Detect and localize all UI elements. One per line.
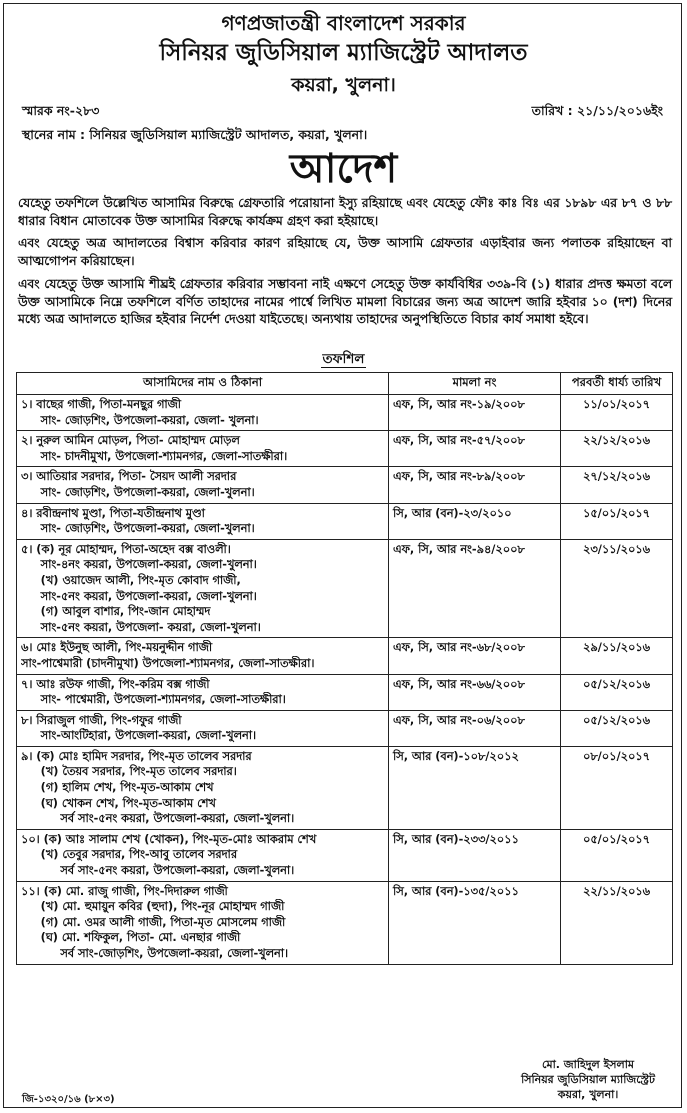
table-row: [17, 431, 673, 467]
accused-line: ৮। সিরাজুল গাজী, পিং-গফুর গাজী: [21, 713, 182, 727]
accused-line: সর্ব সাং-জোড়শিং, উপজেলা-কয়রা, জেলা-খুলনা।: [21, 947, 289, 960]
accused-line: সাং- জোড়শিং, উপজেলা-কয়রা, জেলা-খুলনা।: [21, 522, 255, 536]
accused-cell: [17, 467, 389, 503]
column-header-next-date: পরবর্তী ধার্য্য তারিখ: [561, 373, 673, 395]
accused-line: (খ) তেবুর সরদার, পিং-আবু তালেব সরদার: [21, 848, 238, 862]
column-header-accused: আসামিদের নাম ও ঠিকানা: [17, 373, 389, 395]
accused-line: ৫। (ক) নূর মোহাম্মদ, পিতা-অহেদ বক্স বাওলী।: [21, 542, 231, 556]
accused-line: (ঘ) খোকন শেখ, পিং-মৃত-আকাম শেখ: [21, 796, 216, 810]
case-number-cell: সি, আর (বন)-১৩৫/২০১১: [389, 881, 561, 964]
accused-line: (খ) তৈয়ব সরদার, পিং-মৃত তালেব সরদার।: [21, 765, 237, 779]
order-paragraph-2: এবং যেহেতু অত্র আদালতের বিশ্বাস করিবার কারণ রহিয়াছে যে, উক্ত আসামি গ্রেফতার এড়াইবার জন্য পলাতক রহিয়াছেন বা আত্মগোপন করিয়াছেন।: [18, 236, 672, 268]
accused-line: সাং-আংটিহারা, উপজেলা-কয়রা, জেলা-খুলনা।: [21, 729, 257, 743]
accused-line: সর্ব সাং-৫নং কয়রা, উপজেলা-কয়রা, জেলা-খুলনা।: [21, 864, 295, 878]
case-number-cell: এফ, সি, আর নং-৫৭/২০০৮: [389, 431, 561, 467]
next-date-cell: ০৮/০১/২০১৭: [561, 746, 673, 829]
next-date-cell: ১৫/০১/২০১৭: [561, 503, 673, 539]
accused-line: ৯। (ক) মোঃ হামিদ সরদার, পিং-মৃত তালেব সরদার: [21, 749, 252, 763]
court-location: কয়রা, খুলনা।: [291, 74, 396, 96]
order-paragraph-1: যেহেতু তফশিলে উল্লেখিত আসামির বিরুদ্ধে গ্রেফতারি পরোয়ানা ইস্যু রহিয়াছে এবং যেহেতু ফৌঃ কাঃ বিঃ এর ১৮৯৮ এর ৮৭ ও ৮৮ ধারার বিধান মোতাবেক উক্ত আসামির বিরুদ্ধে কার্যক্রম গ্রহণ করা হইয়াছে।: [18, 196, 672, 228]
accused-line: সাং-৪নং কয়রা, উপজেলা-কয়রা, জেলা-খুলনা।: [21, 558, 257, 572]
accused-cell: [17, 503, 389, 539]
case-number-cell: এফ, সি, আর নং-৮৯/২০০৮: [389, 467, 561, 503]
accused-line: ৭। আঃ রউফ গাজী, পিং-করিম বক্স গাজী: [21, 677, 210, 691]
table-row: [17, 829, 673, 881]
accused-cell: [17, 710, 389, 746]
accused-cell: [17, 829, 389, 881]
table-header-row: [17, 373, 673, 395]
accused-cell: [17, 674, 389, 710]
case-number-cell: এফ, সি, আর নং-১৯/২০০৮: [389, 395, 561, 431]
signatory-place: কয়রা, খুলনা।: [557, 1088, 619, 1101]
accused-line: (গ) মো. ওমর আলী গাজী, পিতা-মৃত মোসলেম গাজী: [21, 915, 286, 929]
print-code: জি-১৩২০/১৬ (৮×৩): [22, 1094, 115, 1105]
document-border: [3, 3, 682, 1108]
document-date: তারিখ : ২১/১১/২০১৬ইং: [531, 103, 663, 118]
accused-line: (খ) মো. হুমায়ুন কবির (হুদা), পিং-নূর মোহাম্মদ গাজী: [21, 900, 285, 914]
case-number-cell: এফ, সি, আর নং-৬৮/২০০৮: [389, 638, 561, 674]
accused-cell: [17, 431, 389, 467]
accused-line: (গ) হালিম শেখ, পিং-মৃত-আকাম শেখ: [21, 781, 214, 795]
next-date-cell: ১১/০১/২০১৭: [561, 395, 673, 431]
signatory-designation: সিনিয়র জুডিসিয়াল ম্যাজিস্ট্রেট: [521, 1073, 655, 1086]
case-number-cell: এফ, সি, আর নং-৯৪/২০০৮: [389, 539, 561, 638]
case-number-cell: সি, আর (বন)-১০৮/২০১২: [389, 746, 561, 829]
next-date-cell: ২৭/১২/২০১৬: [561, 467, 673, 503]
case-number-cell: এফ, সি, আর নং-৬৬/২০০৮: [389, 674, 561, 710]
next-date-cell: ০৫/০১/২০১৭: [561, 829, 673, 881]
next-date-cell: ২৯/১১/২০১৬: [561, 638, 673, 674]
place-name: স্থানের নাম : সিনিয়র জুডিসিয়াল ম্যাজিস্ট্রেট আদালত, কয়রা, খুলনা।: [22, 127, 368, 142]
accused-cell: [17, 746, 389, 829]
table-row: [17, 395, 673, 431]
next-date-cell: ০৫/১২/২০১৬: [561, 674, 673, 710]
accused-line: ১। বাছের গাজী, পিতা-মনছুর গাজী: [21, 398, 182, 411]
table-row: [17, 710, 673, 746]
accused-line: সাং-৫নং কয়রা, উপজেলা- কয়রা, জেলা-খুলনা।: [21, 620, 261, 634]
table-row: [17, 638, 673, 674]
order-title: আদেশ: [289, 146, 398, 192]
court-heading: সিনিয়র জুডিসিয়াল ম্যাজিস্ট্রেট আদালত: [159, 40, 528, 66]
accused-line: সাং- চাদনীমুখা, উপজেলা-শ্যামনগর, জেলা-সাতক্ষীরা।: [21, 449, 288, 463]
accused-line: (খ) ওয়াজেদ আলী, পিং-মৃত কোবাদ গাজী,: [21, 573, 241, 587]
next-date-cell: ০৫/১২/২০১৬: [561, 710, 673, 746]
schedule-table: [16, 372, 673, 965]
table-row: [17, 539, 673, 638]
order-paragraph-3: এবং যেহেতু উক্ত আসামি শীঘ্রই গ্রেফতার করিবার সম্ভাবনা নাই এক্ষণে সেহেতু উক্ত কার্যবিধির ৩৩৯-বি (১) ধারার প্রদত্ত ক্ষমতা বলে উক্ত আসামিকে নিম্নে তফশিলে বর্ণিত তাহাদের নামের পার্শ্বে লিখিত মামলা বিচারের জন্য অত্র আদেশ জারি হইবার ১০ (দশ) দিনের মধ্যে অত্র আদালতে হাজির হইবার নির্দেশ দেওয়া যাইতেছে। অন্যথায় তাহাদের অনুপস্থিতিতে বিচার কার্য সমাধা হইবে।: [18, 277, 672, 326]
accused-line: ১০। (ক) আঃ সালাম শেখ (খোকন), পিং-মৃত-মোঃ আকরাম শেখ: [21, 832, 317, 846]
accused-line: (গ) আবুল বাশার, পিং-জান মোহাম্মদ: [21, 605, 211, 619]
accused-line: ৪। রবীন্দ্রনাথ মুণ্ডা, পিতা-যতীন্দ্রনাথ মুণ্ডা: [21, 506, 205, 520]
signatory-name: মো. জাহিদুল ইসলাম: [542, 1058, 635, 1071]
accused-line: ২। নুরুল আমিন মোড়ল, পিতা- মোহাম্মদ মোড়ল: [21, 434, 240, 448]
accused-line: ১১। (ক) মো. রাজু গাজী, পিং-দিদারুল গাজী: [21, 884, 228, 898]
table-row: [17, 467, 673, 503]
schedule-rows: [17, 395, 673, 965]
accused-line: সাং- জোড়শিং, উপজেলা-কয়রা, জেলা- খুলনা।: [21, 413, 259, 427]
accused-line: সাং- জোড়শিং, উপজেলা-কয়রা, জেলা-খুলনা।: [21, 485, 255, 499]
accused-line: সাং-৫নং কয়রা, উপজেলা-কয়রা, জেলা-খুলনা।: [21, 589, 257, 603]
next-date-cell: ২২/১২/২০১৬: [561, 431, 673, 467]
schedule-title: তফশিল: [322, 351, 365, 367]
accused-line: সাং-পাশ্বেমারী (চাদনীমুখা) উপজেলা-শ্যামনগর, জেলা-সাতক্ষীরা।: [21, 656, 315, 670]
signature-block: [521, 1057, 655, 1102]
next-date-cell: ২৩/১১/২০১৬: [561, 539, 673, 638]
accused-cell: [17, 539, 389, 638]
accused-line: সাং- পাশ্বেমারী, উপজেলা-শ্যামনগর, জেলা-সাতক্ষীরা।: [21, 693, 286, 707]
government-heading: গণপ্রজাতন্ত্রী বাংলাদেশ সরকার: [221, 11, 466, 35]
accused-line: সর্ব সাং-৫নং কয়রা, উপজেলা-কয়রা, জেলা-খুলনা।: [21, 812, 295, 826]
table-row: [17, 881, 673, 964]
memo-number: স্মারক নং-২৮৩: [22, 103, 100, 118]
accused-line: ৩। আতিয়ার সরদার, পিতা- সৈয়দ আলী সরদার: [21, 470, 237, 484]
case-number-cell: সি, আর (বন)-২৩/২০১০: [389, 503, 561, 539]
table-row: [17, 674, 673, 710]
accused-line: ৬। মোঃ ইউনুছ আলী, পিং-ময়নুদ্দীন গাজী: [21, 641, 213, 655]
accused-cell: [17, 638, 389, 674]
case-number-cell: সি, আর (বন)-২৩৩/২০১১: [389, 829, 561, 881]
case-number-cell: এফ, সি, আর নং-০৬/২০০৮: [389, 710, 561, 746]
accused-cell: [17, 395, 389, 431]
accused-cell: [17, 881, 389, 964]
column-header-case-no: মামলা নং: [389, 373, 561, 395]
table-row: [17, 503, 673, 539]
accused-line: (ঘ) মো. শফিকুল, পিতা- মো. এনছার গাজী: [21, 931, 241, 945]
next-date-cell: ২২/১১/২০১৬: [561, 881, 673, 964]
table-row: [17, 746, 673, 829]
